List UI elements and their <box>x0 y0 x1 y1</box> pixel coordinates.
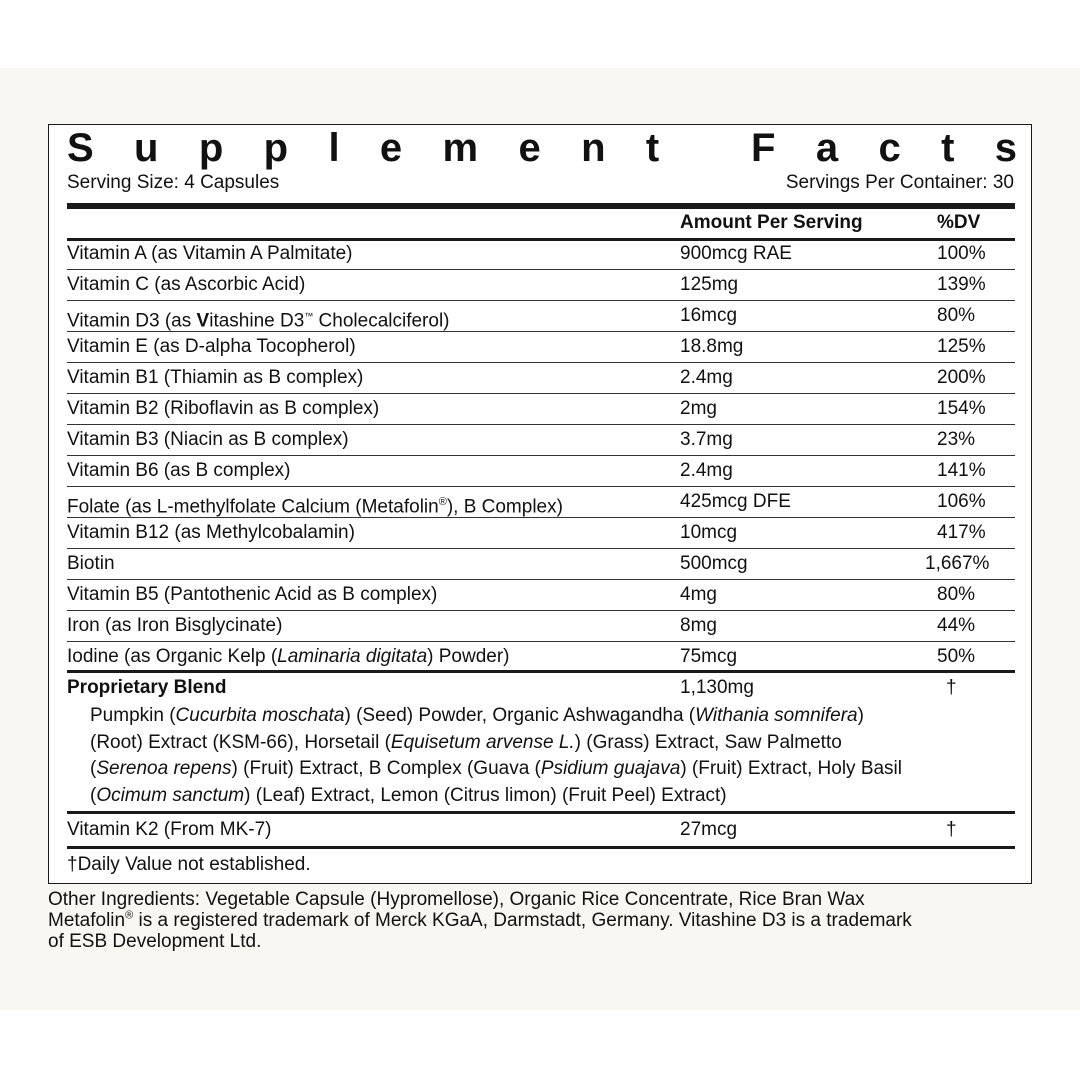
title-letter: m <box>442 126 479 170</box>
title-letter: e <box>518 126 541 170</box>
title-letter: t <box>645 126 660 170</box>
serving-size: Serving Size: 4 Capsules <box>67 172 280 193</box>
proprietary-blend-amount: 1,130mg <box>680 677 754 698</box>
nutrient-dv: 139% <box>937 274 986 295</box>
nutrient-dv: 1,667% <box>925 553 990 574</box>
nutrient-amount: 27mcg <box>680 819 738 840</box>
nutrient-row-vitamin-b2 <box>67 394 1015 424</box>
nutrient-amount: 125mg <box>680 274 739 295</box>
nutrient-dv: 200% <box>937 367 986 388</box>
nutrient-amount: 8mg <box>680 615 717 636</box>
proprietary-blend-dv: † <box>946 677 957 698</box>
nutrient-name: Iron (as Iron Bisglycinate) <box>67 615 283 636</box>
nutrient-name: Vitamin B12 (as Methylcobalamin) <box>67 522 355 543</box>
nutrient-name: Vitamin B2 (Riboflavin as B complex) <box>67 398 380 419</box>
title-letter <box>700 125 711 171</box>
proprietary-blend-title: Proprietary Blend <box>67 677 227 698</box>
title-letter: p <box>198 126 224 170</box>
nutrient-amount: 75mcg <box>680 646 738 667</box>
nutrient-dv: 154% <box>937 398 986 419</box>
nutrient-row-vitamin-c <box>67 270 1015 300</box>
blend-divider <box>67 670 1015 673</box>
serving-info <box>67 171 1014 195</box>
servings-per-container: Servings Per Container: 30 <box>785 172 1014 193</box>
nutrient-amount: 900mcg RAE <box>680 243 792 264</box>
nutrient-dv: 106% <box>937 491 986 512</box>
nutrient-amount: 4mg <box>680 584 717 605</box>
nutrient-name: Vitamin B5 (Pantothenic Acid as B complex) <box>67 584 438 605</box>
nutrient-row-iodine <box>67 642 1015 672</box>
title-letter: c <box>878 126 901 170</box>
title-letter: u <box>134 126 159 170</box>
thick-divider-top <box>67 203 1015 209</box>
proprietary-blend-ingredients: Pumpkin (Cucurbita moschata) (Seed) Powder, Organic Ashwagandha (Withania somnifera) (Root) Extract (KSM-66), Horsetail (Equisetum arvense L.) (Grass) Extract, Saw Palmetto (Serenoa repens) (Fruit) Extract, B Complex (Guava (Psidium guajava) (Fruit) Extract, Holy Basil (Ocimum sanctum) (Leaf) Extract, Lemon (Citrus limon) (Fruit Peel) Extract) <box>90 705 903 806</box>
nutrient-dv: 125% <box>937 336 986 357</box>
nutrient-amount: 2.4mg <box>680 367 733 388</box>
nutrient-row-iron <box>67 611 1015 641</box>
nutrient-row-folate <box>67 487 1015 517</box>
nutrient-name: Vitamin K2 (From MK-7) <box>67 819 272 840</box>
trademark-line-2: of ESB Development Ltd. <box>48 931 262 952</box>
nutrient-name: Vitamin E (as D-alpha Tocopherol) <box>67 336 356 357</box>
nutrient-amount: 500mcg <box>680 553 748 574</box>
nutrient-amount: 18.8mg <box>680 336 744 357</box>
title-letter: e <box>379 126 403 170</box>
nutrient-dv: 80% <box>937 305 976 326</box>
nutrient-amount: 10mcg <box>680 522 738 543</box>
nutrient-row-vitamin-k2 <box>67 815 1015 845</box>
title-letter: t <box>941 126 955 170</box>
nutrient-name: Biotin <box>67 553 115 574</box>
nutrient-name: Vitamin D3 (as Vitashine D3™ Cholecalciferol) <box>67 310 450 332</box>
nutrient-name: Iodine (as Organic Kelp (Laminaria digitata) Powder) <box>67 646 510 667</box>
nutrient-dv: 44% <box>937 615 976 636</box>
title-letter: F <box>751 126 776 170</box>
nutrient-row-vitamin-b6 <box>67 456 1015 486</box>
nutrient-name: Folate (as L-methylfolate Calcium (Metafolin®), B Complex) <box>67 496 563 518</box>
title-letter: p <box>263 126 289 170</box>
nutrient-name: Vitamin B3 (Niacin as B complex) <box>67 429 349 450</box>
nutrient-dv: 417% <box>937 522 986 543</box>
title-letter: a <box>815 126 839 170</box>
amount-header: Amount Per Serving <box>680 212 863 233</box>
nutrient-amount: 3.7mg <box>680 429 733 450</box>
nutrient-row-vitamin-e <box>67 332 1015 362</box>
nutrient-row-vitamin-b5 <box>67 580 1015 610</box>
nutrient-dv: 141% <box>937 460 986 481</box>
nutrient-amount: 2mg <box>680 398 717 419</box>
nutrient-name: Vitamin B6 (as B complex) <box>67 460 291 481</box>
other-ingredients <box>48 889 1038 952</box>
footnote: †Daily Value not established. <box>67 854 311 875</box>
nutrient-row-biotin <box>67 549 1015 579</box>
nutrient-row-vitamin-a <box>67 239 1015 269</box>
nutrient-row-vitamin-b3 <box>67 425 1015 455</box>
nutrient-name: Vitamin B1 (Thiamin as B complex) <box>67 367 364 388</box>
k2-divider <box>67 811 1015 814</box>
nutrient-dv: † <box>946 819 957 840</box>
nutrient-amount: 16mcg <box>680 305 738 326</box>
title-letter: n <box>581 126 606 170</box>
nutrient-row-vitamin-b12 <box>67 518 1015 548</box>
nutrient-row-vitamin-b1 <box>67 363 1015 393</box>
nutrient-amount: 2.4mg <box>680 460 733 481</box>
nutrient-dv: 23% <box>937 429 976 450</box>
nutrient-dv: 80% <box>937 584 976 605</box>
title-letter: S <box>67 126 94 170</box>
nutrient-name: Vitamin A (as Vitamin A Palmitate) <box>67 243 353 264</box>
nutrient-amount: 425mcg DFE <box>680 491 791 512</box>
nutrient-name: Vitamin C (as Ascorbic Acid) <box>67 274 306 295</box>
supplement-facts-title <box>67 125 1017 171</box>
nutrient-row-vitamin-d3 <box>67 301 1015 331</box>
title-letter: l <box>328 126 340 170</box>
trademark-line: Metafolin® is a registered trademark of Merck KGaA, Darmstadt, Germany. Vitashine D3 is a trademark <box>48 909 912 931</box>
title-letter: s <box>994 126 1017 170</box>
nutrient-dv: 100% <box>937 243 986 264</box>
nutrient-dv: 50% <box>937 646 976 667</box>
dv-header: %DV <box>937 212 981 233</box>
other-ingredients-line: Other Ingredients: Vegetable Capsule (Hypromellose), Organic Rice Concentrate, Rice Bran Wax <box>48 889 865 910</box>
footnote-divider <box>67 846 1015 849</box>
